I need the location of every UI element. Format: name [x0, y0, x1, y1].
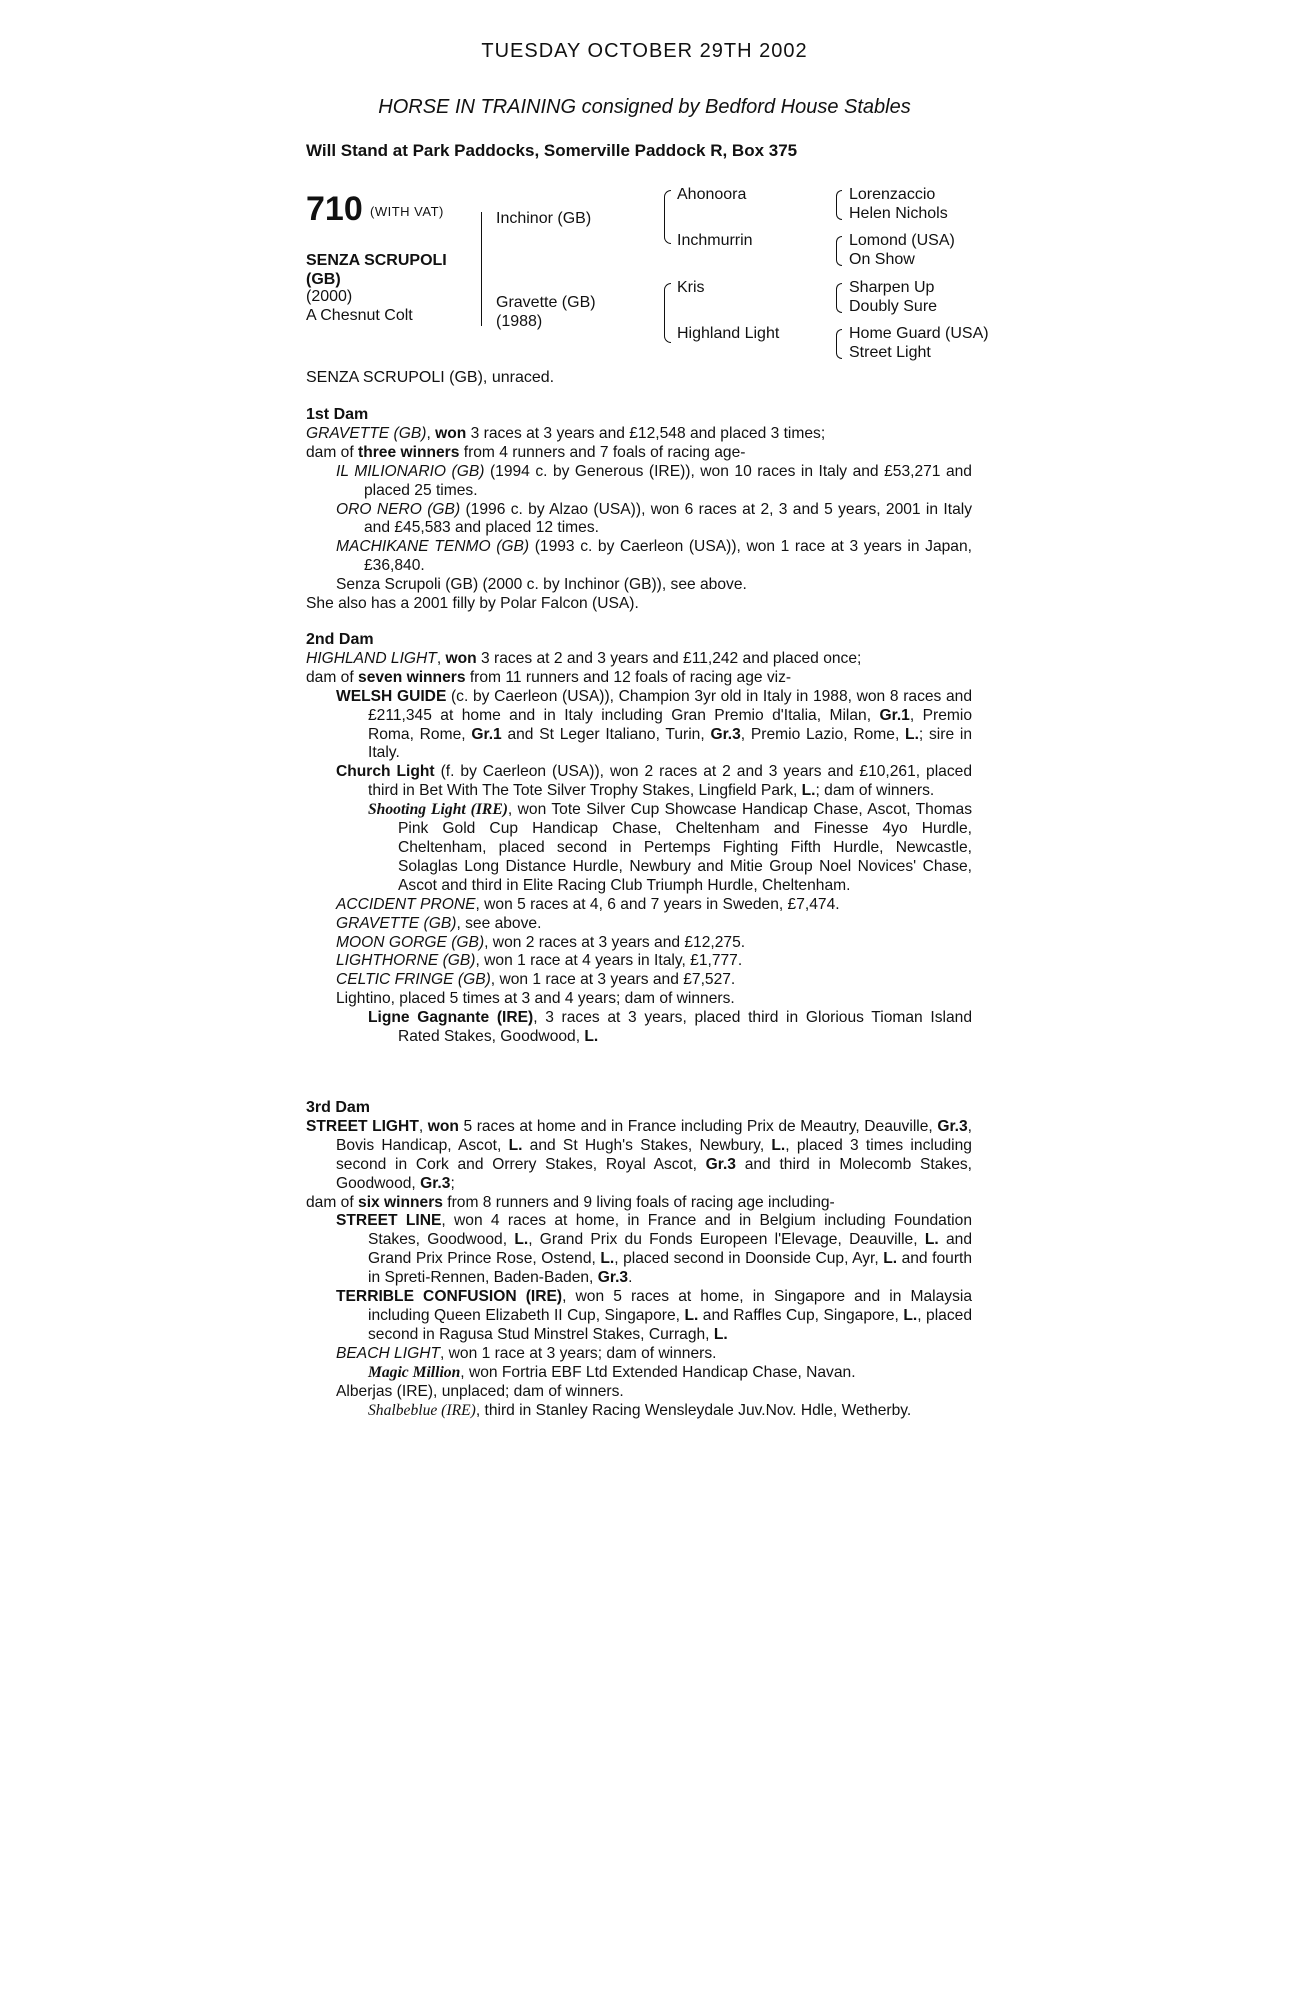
text: , — [418, 1117, 428, 1135]
progeny-entry — [306, 1345, 972, 1364]
pedigree-sire-dam: Inchmurrin — [677, 232, 753, 249]
grade: L. — [903, 1306, 918, 1324]
pedigree-sire-sire: Ahonoora — [677, 186, 747, 203]
progeny-entry: Lightino, placed 5 times at 3 and 4 years; dam of winners. — [336, 990, 735, 1008]
text: and third in Molecomb Stakes, Goodwood, — [336, 1155, 973, 1192]
text: , won 5 races at home, in Singapore and in Malaysia including Queen Elizabeth II Cup, Singapore, — [368, 1288, 972, 1324]
progeny-name: TERRIBLE CONFUSION (IRE) — [336, 1288, 563, 1306]
grandprogeny-entry — [306, 1009, 972, 1047]
pedigree-gg7: Home Guard (USA) — [849, 325, 989, 342]
horse-name: SENZA SCRUPOLI — [306, 252, 447, 269]
second-dam-line2 — [306, 669, 972, 688]
progeny-record: (1994 c. by Generous (IRE)), won 10 races in Italy and £53,271 and placed 25 times. — [364, 462, 972, 499]
text: (f. by Caerleon (USA)), won 2 races at 2 and 3 years and £10,261, placed third in Bet With The Tote Silver Trophy Stakes, Lingfield Park, — [368, 763, 973, 800]
text: ; — [450, 1174, 455, 1192]
text: and St Leger Italiano, Turin, — [501, 725, 711, 743]
consignment-line: HORSE IN TRAINING consigned by Bedford House Stables — [378, 96, 911, 118]
vat-note: (WITH VAT) — [370, 204, 444, 219]
progeny-entry: Senza Scrupoli (GB) (2000 c. by Inchinor (GB)), see above. — [336, 576, 747, 594]
grade: Gr.1 — [471, 725, 502, 743]
text: , Premio Lazio, Rome, — [740, 725, 906, 743]
grade: L. — [905, 725, 919, 743]
text: and fourth in Spreti-Rennen, Baden-Baden, — [368, 1250, 973, 1287]
grade: Gr.3 — [705, 1155, 736, 1173]
text: and Raffles Cup, Singapore, — [698, 1306, 904, 1324]
text: from 8 runners and 9 living foals of racing age including- — [442, 1193, 835, 1211]
text: dam of — [306, 668, 359, 686]
progeny-name: Magic Million — [368, 1363, 461, 1381]
progeny-record: (1996 c. by Alzao (USA)), won 6 races at 2, 3 and 5 years, 2001 in Italy and £45,583 and placed 12 times. — [364, 500, 972, 537]
progeny-name: LIGHTHORNE (GB) — [336, 952, 476, 970]
grade: L. — [684, 1306, 699, 1324]
second-dam-section — [306, 631, 972, 1047]
third-dam-line1 — [306, 1118, 972, 1194]
text: , won Tote Silver Cup Showcase Handicap Chase, Ascot, Thomas Pink Gold Cup Handicap Chase, Cheltenham and Finesse 4yo Hurdle, Cheltenham, placed second in Pertemps Fighting Fifth Hurdle, Newcastle, Solaglas Long Distance Hurdle, Newbury and Mitie Group Noel Novices' Chase, Ascot and third in Elite Racing Club Triumph Hurdle, Cheltenham. — [398, 801, 972, 894]
pedigree-sire: Inchinor (GB) — [496, 210, 592, 227]
text: and Grand Prix Prince Rose, Ostend, — [368, 1231, 972, 1268]
second-dam-heading: 2nd Dam — [306, 631, 374, 648]
progeny-entry — [306, 896, 972, 915]
text: 5 races at home and in France including Prix de Meautry, Deauville, — [458, 1117, 938, 1135]
first-dam-line2 — [306, 444, 972, 463]
grade: L. — [600, 1250, 615, 1268]
pedigree-gg3: Lomond (USA) — [849, 232, 955, 249]
text: from 4 runners and 7 foals of racing age- — [459, 443, 746, 461]
winners-count: seven winners — [358, 668, 466, 686]
progeny-entry: Alberjas (IRE), unplaced; dam of winners. — [336, 1382, 624, 1400]
lot-number: 710 — [306, 190, 363, 228]
grandprogeny-entry — [306, 1364, 972, 1383]
text: , Premio Roma, Rome, — [368, 706, 972, 743]
second-dam-line1 — [306, 650, 972, 669]
won-label: won — [435, 424, 467, 442]
first-dam-section — [306, 406, 972, 614]
pedigree-gg5: Sharpen Up — [849, 279, 935, 296]
text: (c. by Caerleon (USA)), Champion 3yr old in Italy in 1988, won 8 races and £211,345 at home and in Italy including Gran Premio d'Italia, Milan, — [368, 687, 972, 724]
horse-name-country: (GB) — [306, 271, 341, 288]
pedigree-gg4: On Show — [849, 251, 915, 268]
foaling-year: (2000) — [306, 288, 353, 305]
text: , placed 3 times including second in Cork and Orrery Stakes, Royal Ascot, — [336, 1136, 972, 1173]
progeny-name: ACCIDENT PRONE — [336, 895, 476, 913]
first-dam-line1 — [306, 425, 972, 444]
text: , — [436, 649, 446, 667]
progeny-name: MACHIKANE TENMO (GB) — [336, 538, 530, 556]
text: dam of — [306, 443, 359, 461]
dam-name: STREET LIGHT — [306, 1117, 419, 1135]
text: , placed second in Ragusa Stud Minstrel Stakes, Curragh, — [368, 1306, 973, 1343]
text: ; dam of winners. — [815, 782, 935, 800]
progeny-name: BEACH LIGHT — [336, 1344, 440, 1362]
grandprogeny-entry — [306, 1402, 972, 1421]
grade: L. — [713, 1325, 728, 1343]
pedigree-brace-g3 — [836, 283, 842, 313]
progeny-entry — [306, 934, 972, 953]
progeny-entry — [306, 1212, 972, 1288]
progeny-name: Ligne Gagnante (IRE) — [368, 1009, 534, 1027]
text: 3 races at 3 years and £12,548 and placed 3 times; — [466, 424, 826, 442]
third-dam-line2 — [306, 1194, 972, 1213]
text: , won 5 races at 4, 6 and 7 years in Sweden, £7,474. — [475, 895, 840, 913]
progeny-name: GRAVETTE (GB) — [336, 914, 457, 932]
third-dam-section — [306, 1099, 972, 1420]
pedigree-dam-dam: Highland Light — [677, 325, 780, 342]
grade: L. — [924, 1231, 939, 1249]
pedigree-dam-year: (1988) — [496, 313, 543, 330]
grade: L. — [883, 1250, 898, 1268]
text: 3 races at 2 and 3 years and £11,242 and placed once; — [476, 649, 862, 667]
text: from 11 runners and 12 foals of racing age viz- — [465, 668, 792, 686]
text: , won Fortria EBF Ltd Extended Handicap Chase, Navan. — [460, 1363, 856, 1381]
pedigree-brace-main — [481, 212, 490, 326]
grade: Gr.3 — [710, 725, 741, 743]
grade: Gr.3 — [597, 1269, 629, 1287]
pedigree-brace-dam — [664, 283, 671, 343]
text: , won 2 races at 3 years and £12,275. — [484, 933, 746, 951]
progeny-name: WELSH GUIDE — [336, 687, 447, 705]
unraced-note: SENZA SCRUPOLI (GB), unraced. — [306, 369, 555, 386]
text: , Bovis Handicap, Ascot, — [336, 1117, 972, 1154]
pedigree-gg1: Lorenzaccio — [849, 186, 936, 203]
progeny-name: Shalbeblue (IRE) — [368, 1401, 476, 1419]
pedigree-gg8: Street Light — [849, 344, 931, 361]
progeny-entry — [306, 1288, 972, 1345]
progeny-entry — [306, 688, 972, 764]
horse-description: A Chesnut Colt — [306, 307, 413, 324]
winners-count: six winners — [358, 1193, 443, 1211]
text: , third in Stanley Racing Wensleydale Juv.Nov. Hdle, Wetherby. — [475, 1401, 912, 1419]
won-label: won — [445, 649, 477, 667]
pedigree-brace-g2 — [836, 236, 842, 266]
text: , see above. — [456, 914, 542, 932]
pedigree-brace-g4 — [836, 329, 842, 359]
text: , Grand Prix du Fonds Europeen l'Elevage, Deauville, — [528, 1231, 925, 1249]
grade: L. — [514, 1231, 529, 1249]
progeny-entry — [306, 915, 972, 934]
text: , won 1 race at 3 years; dam of winners. — [439, 1344, 717, 1362]
won-label: won — [427, 1117, 459, 1135]
text: . — [628, 1269, 633, 1287]
progeny-name: Church Light — [336, 763, 435, 781]
grade: L. — [801, 782, 816, 800]
progeny-name: Shooting Light (IRE) — [368, 801, 508, 819]
sale-date: TUESDAY OCTOBER 29TH 2002 — [481, 40, 808, 62]
third-dam-heading: 3rd Dam — [306, 1099, 371, 1116]
grade: L. — [508, 1136, 523, 1154]
progeny-record: (1993 c. by Caerleon (USA)), won 1 race at 3 years in Japan, £36,840. — [364, 538, 972, 575]
progeny-entry — [306, 952, 972, 971]
dam-name: HIGHLAND LIGHT — [306, 649, 437, 667]
progeny-name: ORO NERO (GB) — [336, 500, 461, 518]
grade: L. — [771, 1136, 786, 1154]
text: and St Hugh's Stakes, Newbury, — [522, 1136, 772, 1154]
text: dam of — [306, 1193, 359, 1211]
winners-count: three winners — [358, 443, 460, 461]
first-dam-heading: 1st Dam — [306, 406, 369, 423]
progeny-name: MOON GORGE (GB) — [336, 933, 485, 951]
grade: L. — [584, 1028, 599, 1046]
text: , won 1 race at 3 years and £7,527. — [490, 971, 736, 989]
progeny-name: CELTIC FRINGE (GB) — [336, 971, 491, 989]
pedigree-brace-sire — [664, 190, 671, 244]
grade: Gr.3 — [937, 1117, 968, 1135]
progeny-entry — [306, 971, 972, 990]
progeny-entry — [306, 538, 972, 576]
progeny-entry — [306, 763, 972, 801]
progeny-entry — [306, 463, 972, 501]
text: , 3 races at 3 years, placed third in Glorious Tioman Island Rated Stakes, Goodwood, — [398, 1009, 972, 1046]
dam-name: GRAVETTE (GB) — [306, 424, 427, 442]
pedigree-dam: Gravette (GB) — [496, 294, 596, 311]
progeny-entry — [306, 501, 972, 539]
progeny-name: IL MILIONARIO (GB) — [336, 462, 485, 480]
text: ; sire in Italy. — [368, 725, 972, 762]
text: , — [426, 424, 436, 442]
stand-location: Will Stand at Park Paddocks, Somerville Paddock R, Box 375 — [306, 141, 798, 160]
pedigree-dam-sire: Kris — [677, 279, 705, 296]
first-dam-note: She also has a 2001 filly by Polar Falcon (USA). — [306, 595, 639, 613]
grade: Gr.1 — [879, 706, 910, 724]
grade: Gr.3 — [420, 1174, 451, 1192]
text: , placed second in Doonside Cup, Ayr, — [614, 1250, 884, 1268]
pedigree-brace-g1 — [836, 190, 842, 220]
pedigree-gg6: Doubly Sure — [849, 298, 938, 315]
text: , won 1 race at 4 years in Italy, £1,777. — [475, 952, 743, 970]
text: , won 4 races at home, in France and in Belgium including Foundation Stakes, Goodwood, — [368, 1212, 972, 1249]
pedigree-gg2: Helen Nichols — [849, 205, 948, 222]
grandprogeny-entry — [306, 801, 972, 896]
progeny-name: STREET LINE — [336, 1212, 442, 1230]
